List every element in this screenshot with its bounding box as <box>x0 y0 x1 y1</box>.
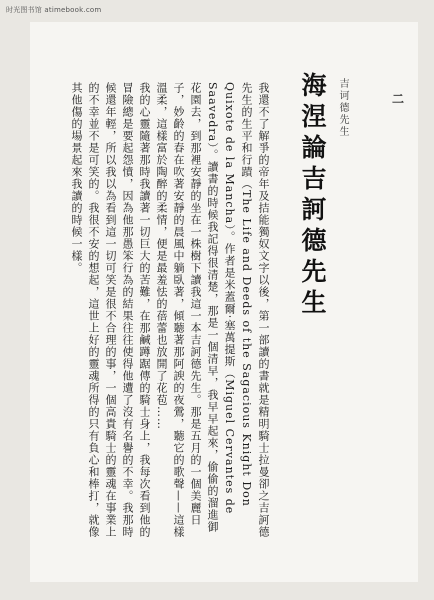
watermark: 时光图书馆 atimebook.com <box>6 6 102 14</box>
page-number: 二 <box>392 92 405 106</box>
body-text <box>68 82 272 542</box>
chapter-title: 海涅論吉訶德先生 <box>298 72 327 320</box>
paragraph: 我還不了解爭的帝年及拮能獨奴文字以後，第一部讀的書就是精明騎士拉曼卻之吉訶德先生的生平和行蹟（The Life and Deeds of the Sagacious Knight Don Quixote de la Mancha）。作者是米蓋爾‧塞萬提斯（Miguel Cervantes de Saavedra）。讀書的時候我記得很清楚，那是一個清早，我早早起來，偷偷的溜進御花園去，到那裡安靜的坐在一株樹下讀我這一本吉訶德先生。那是五月的一個美麗日子，妙齡的春在吹著安靜的晨風中躺臥著，傾聽著那阿諛的夜鶯，聽它的歌聲——這樣溫柔，這樣富於陶醉的柔情，便是最羞怯的蓓蕾也放開了花苞…… <box>155 82 270 538</box>
paragraph: 我的心靈隨著那時我讀著一切巨大的苦難，在那鹹蹲踞傳的騎士身上，我每次看到他的冒險總是要起怨憤，因為他那愚笨行為的結果往往使得他遭了沒有名譽的不幸。我那時候還年輕，所以我以為看到這一切可笑是很不合理的事，一個高貴騎士的靈魂在事業上的不幸並不是可笑的。我很不安的想起，這世上好的靈魂所得的只有負心和棒打，就像其他傷的場景起來我讀的時候一樣。 <box>70 82 151 538</box>
running-head: 吉诃德先生 <box>337 78 348 138</box>
